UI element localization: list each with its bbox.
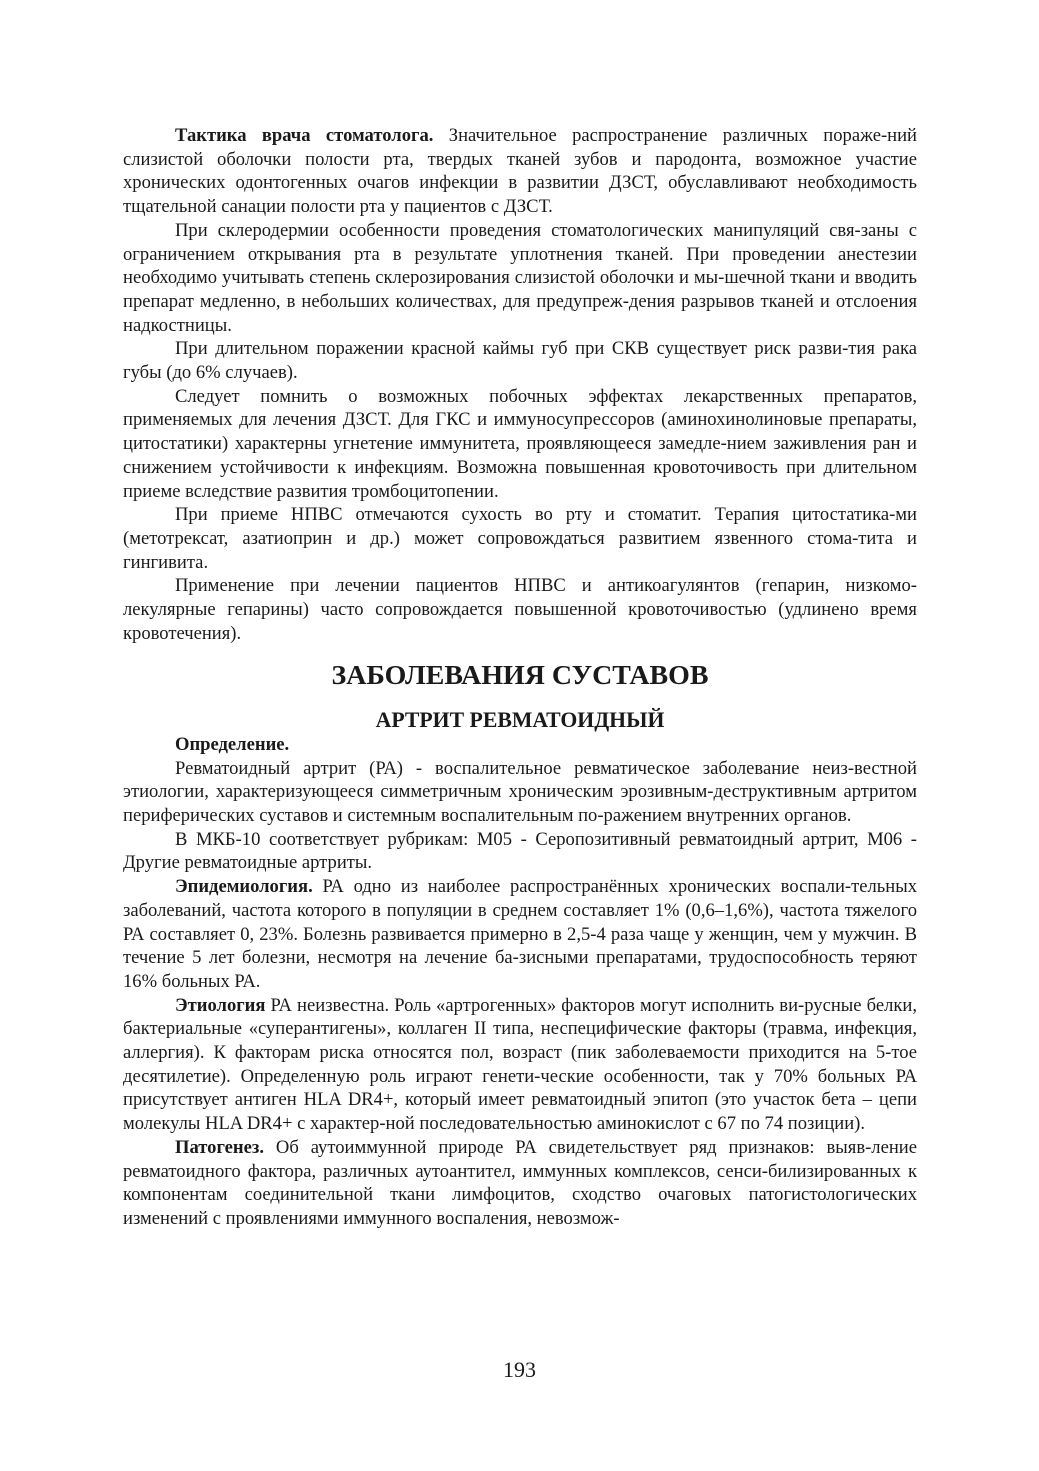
paragraph-text: РА неизвестна. Роль «артрогенных» факторов могут исполнить ви-русные белки, бактериальные «суперантигены», коллаген II типа, неспецифические факторы (травма, инфекция, аллергия). К факторам риска относятся пол, возраст (пик заболеваемости приходится на 5-тое десятилетие). Определенную роль играют генети-ческие особенности, так у 70% больных РА присутствует антиген HLA DR4+, который имеет ревматоидный эпитоп (это участок бета – цепи молекулы HLA DR4+ с характер-ной последовательностью аминокислот с 67 по 74 позиции).	[123, 994, 917, 1135]
paragraph-scleroderma: При склеродермии особенности проведения стоматологических манипуляций свя-заны с ограничением открывания рта в результате уплотнения тканей. При проведении анестезии необходимо учитывать степень склерозирования слизистой оболочки и мы-шечной ткани и вводить препарат медленно, в небольших количествах, для предупреж-дения разрывов тканей и отслоения надкостницы.	[123, 219, 917, 336]
page-content	[123, 124, 917, 1231]
section-subtitle: АРТРИТ РЕВМАТОИДНЫЙ	[375, 708, 665, 733]
paragraph-epidemiology	[123, 875, 917, 994]
paragraph-lead: Этиология	[175, 994, 266, 1016]
paragraph-etiology	[123, 994, 917, 1136]
paragraph-dentist-tactics	[123, 124, 917, 219]
paragraph-icd: В МКБ-10 соответствует рубрикам: М05 - Серопозитивный ревматоидный артрит, М06 - Другие ревматоидные артриты.	[123, 828, 917, 874]
paragraph-lead: Патогенез.	[175, 1136, 265, 1158]
paragraph-lead: Тактика врача стоматолога.	[175, 125, 434, 146]
paragraph-definition: Ревматоидный артрит (РА) - воспалительное ревматическое заболевание неиз-вестной этиологии, характеризующееся симметричным хроническим эрозивным-деструктивным артритом периферических суставов и системным воспалительным по-ражением внутренних органов.	[123, 757, 917, 826]
paragraph-text: РА одно из наиболее распространённых хронических воспали-тельных заболеваний, частота которого в популяции в среднем составляет 1% (0,6–1,6%), частота тяжелого РА составляет 0, 23%. Болезнь развивается примерно в 2,5-4 раза чаще у женщин, чем у мужчин. В течение 5 лет болезни, несмотря на лечение ба-зисными препаратами, трудоспособность теряют 16% больных РА.	[123, 876, 917, 992]
section-title: ЗАБОЛЕВАНИЯ СУСТАВОВ	[331, 660, 709, 692]
paragraph-side-effects: Следует помнить о возможных побочных эффектах лекарственных препаратов, применяемых для лечения ДЗСТ. Для ГКС и иммуносупрессоров (аминохинолиновые препараты, цитостатики) характерны угнетение иммунитета, проявляющееся замедле-нием заживления ран и снижением устойчивости к инфекциям. Возможна повышенная кровоточивость при длительном приеме вследствие развития тромбоцитопении.	[123, 385, 917, 502]
paragraph-pathogenesis	[123, 1136, 917, 1231]
paragraph-anticoagulants: Применение при лечении пациентов НПВС и антикоагулянтов (гепарин, низкомо-лекулярные гепарины) часто сопровождается повышенной кровоточивостью (удлинено время кровотечения).	[123, 575, 917, 644]
paragraph-text: Значительное распространение различных пораже-ний слизистой оболочки полости рта, твердых тканей зубов и пародонта, возможное участие хронических одонтогенных очагов инфекции в развитии ДЗСТ, обуславливают необходимость тщательной санации полости рта у пациентов с ДЗСТ.	[123, 125, 917, 218]
paragraph-lip-cancer-risk: При длительном поражении красной каймы губ при СКВ существует риск разви-тия рака губы (до 6% случаев).	[123, 338, 917, 384]
paragraph-text: Об аутоиммунной природе РА свидетельствует ряд признаков: выяв-ление ревматоидного фактора, различных аутоантител, иммунных комплексов, сенси-билизированных к компонентам соединительной ткани лимфоцитов, сходство очаговых патогистологических изменений с проявлениями иммунного воспаления, невозмож-	[123, 1136, 917, 1229]
paragraph-lead: Эпидемиология.	[175, 876, 313, 898]
paragraph-nsaids: При приеме НПВС отмечаются сухость во рту и стоматит. Терапия цитостатика-ми (метотрексат, азатиоприн и др.) может сопровождаться развитием язвенного стома-тита и гингивита.	[123, 504, 917, 573]
page-number: 193	[503, 1357, 536, 1382]
definition-label: Определение.	[175, 733, 290, 755]
